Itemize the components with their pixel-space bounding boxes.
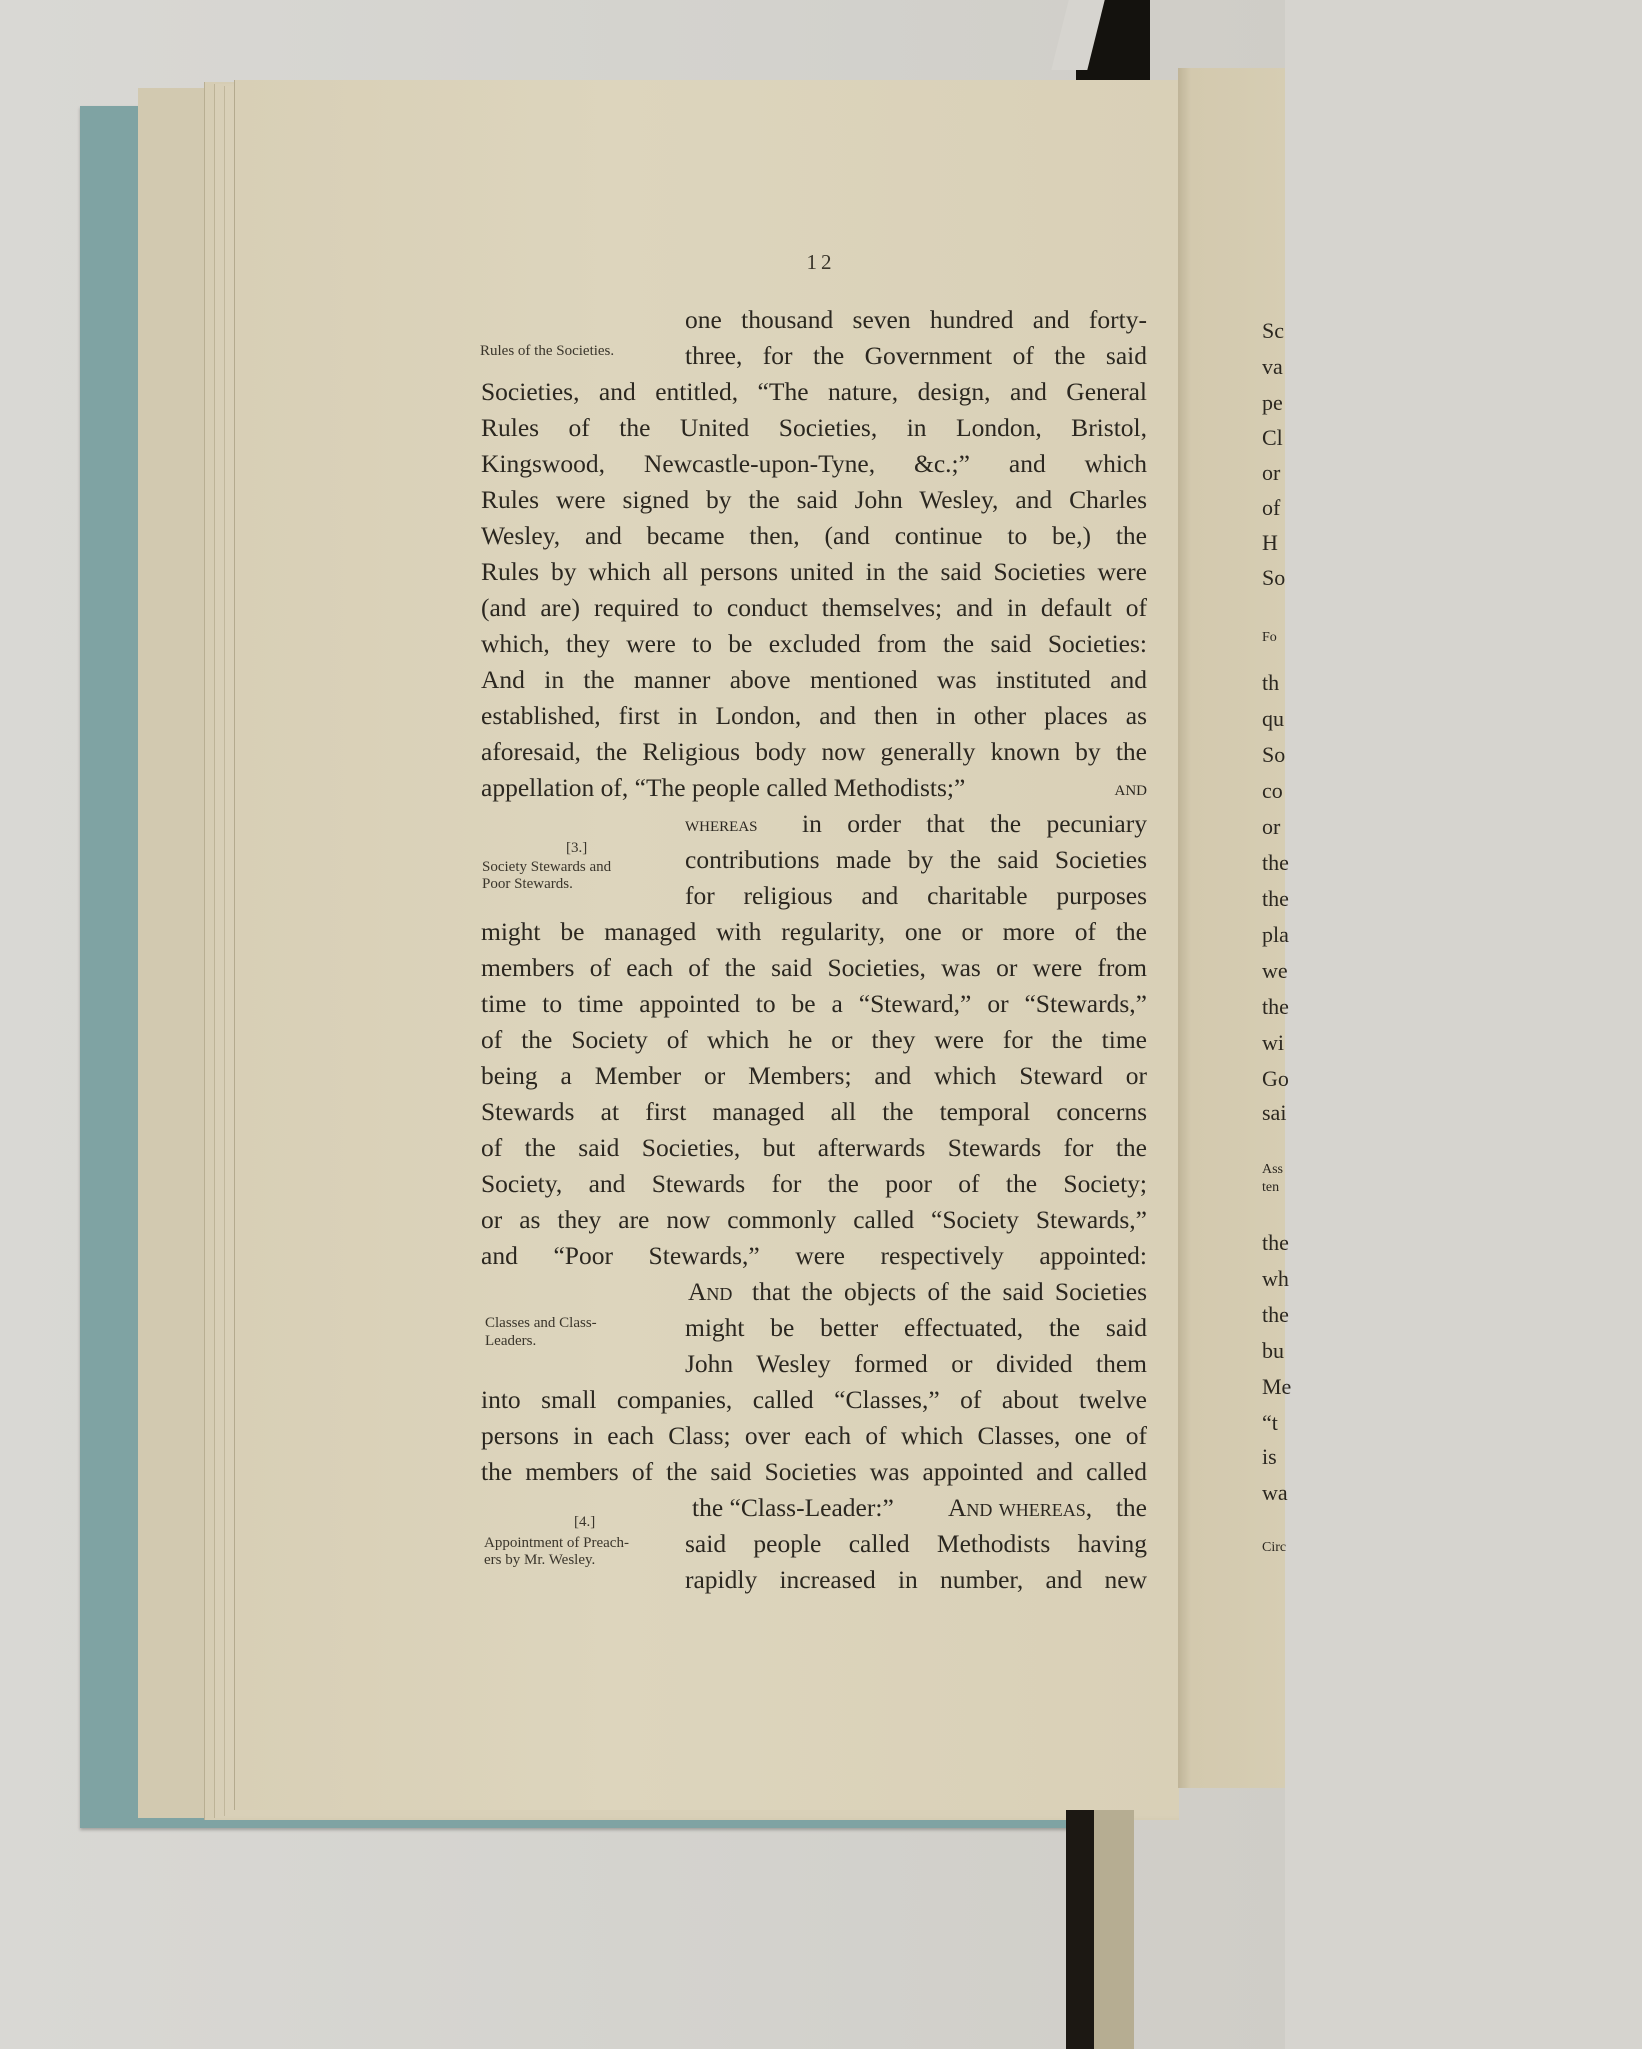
text-line: Society, and Stewards for the poor of the Society; [481, 1169, 1147, 1198]
margin-note-number: [4.] [574, 1514, 596, 1530]
text-line: time to time appointed to be a “Steward,” or “Stewards,” [481, 989, 1147, 1018]
right-page-fragment: co [1262, 778, 1283, 803]
right-page-fragment: Sc [1262, 318, 1284, 343]
right-page-fragment: the [1262, 1230, 1289, 1255]
text-line: or as they are now commonly called “Society Stewards,” [481, 1205, 1147, 1234]
right-page-fragment: is [1262, 1444, 1277, 1469]
right-page-fragment: qu [1262, 706, 1284, 731]
text-line: three, for the Government of the said [685, 341, 1147, 370]
text-line: into small companies, called “Classes,” of about twelve [481, 1385, 1147, 1414]
right-page-fragment: ten [1262, 1180, 1280, 1195]
right-page-fragment: or [1262, 460, 1281, 485]
text-line: the “Class-Leader:” [692, 1493, 894, 1522]
right-page-fragment: of [1262, 495, 1281, 520]
margin-note-preachers: ers by Mr. Wesley. [484, 1552, 596, 1568]
margin-note-classes: Leaders. [485, 1333, 537, 1349]
text-line: Rules were signed by the said John Wesley, and Charles [481, 485, 1147, 514]
text-line: said people called Methodists having [685, 1529, 1147, 1558]
right-page-fragment: Ass [1262, 1162, 1284, 1177]
text-line: of the said Societies, but afterwards Stewards for the [481, 1133, 1147, 1162]
text-line: for religious and charitable purposes [685, 881, 1147, 910]
right-page-fragment: the [1262, 994, 1289, 1019]
text-line: being a Member or Members; and which Steward or [481, 1061, 1147, 1090]
right-page-fragment: Cl [1262, 425, 1283, 450]
text-line-smallcaps: And [688, 1277, 733, 1306]
right-page-fragment: the [1262, 886, 1289, 911]
text-line: Kingswood, Newcastle-upon-Tyne, &c.;” and which [481, 449, 1147, 478]
text-line: (and are) required to conduct themselves; and in default of [481, 593, 1147, 622]
text-line: might be managed with regularity, one or more of the [481, 917, 1147, 946]
right-page-fragment: H [1262, 530, 1278, 555]
right-page-fragment: pe [1262, 390, 1283, 415]
right-page-fragment: the [1262, 1302, 1289, 1327]
text-line: in order that the pecuniary [802, 809, 1147, 838]
right-page-fragment: bu [1262, 1338, 1284, 1363]
text-line: the [1115, 1493, 1147, 1522]
right-page-fragment: th [1262, 670, 1280, 695]
text-line-smallcaps: and [1114, 775, 1147, 800]
text-line: of the Society of which he or they were for the time [481, 1025, 1147, 1054]
right-page-fragment: So [1262, 742, 1286, 767]
right-page-fragment: So [1262, 565, 1286, 590]
text-line: members of each of the said Societies, was or were from [481, 953, 1147, 982]
margin-note-stewards: Society Stewards and [482, 859, 612, 875]
right-page-fragment: wi [1262, 1030, 1284, 1055]
right-page-fragment: sai [1262, 1100, 1287, 1125]
margin-note-classes: Classes and Class- [485, 1315, 597, 1331]
book-spine-bottom-edge [1094, 1790, 1134, 2049]
text-line: John Wesley formed or divided them [685, 1349, 1147, 1378]
text-line-smallcaps: whereas [685, 811, 758, 836]
right-page-fragment: pla [1262, 922, 1289, 947]
right-page-fragment: the [1262, 850, 1289, 875]
right-page-fragment: wh [1262, 1266, 1289, 1291]
page-number: 12 [806, 250, 836, 274]
text-line: one thousand seven hundred and forty- [685, 305, 1147, 334]
margin-note-number: [3.] [566, 840, 588, 856]
right-page-fragment: Circ [1262, 1540, 1287, 1555]
text-line: might be better effectuated, the said [685, 1313, 1147, 1342]
text-line: Stewards at first managed all the temporal concerns [481, 1097, 1147, 1126]
right-page-fragment: Fo [1262, 630, 1277, 645]
text-line: Wesley, and became then, (and continue to be,) the [481, 521, 1147, 550]
text-line-smallcaps: And whereas, [948, 1493, 1093, 1522]
right-page-fragment: we [1262, 958, 1288, 983]
text-line: appellation of, “The people called Methodists;” [481, 773, 966, 802]
text-line: Societies, and entitled, “The nature, design, and General [481, 377, 1147, 406]
text-line: the members of the said Societies was appointed and called [481, 1457, 1147, 1486]
right-page-fragment: “t [1262, 1410, 1278, 1435]
text-line: established, first in London, and then in other places as [481, 701, 1147, 730]
text-line: and “Poor Stewards,” were respectively appointed: [481, 1241, 1147, 1270]
right-page-fragment: va [1262, 354, 1283, 379]
text-line: rapidly increased in number, and new [685, 1565, 1147, 1594]
margin-note-rules: Rules of the Societies. [480, 343, 615, 359]
text-line: contributions made by the said Societies [685, 845, 1147, 874]
text-line: Rules of the United Societies, in London, Bristol, [481, 413, 1147, 442]
text-line: that the objects of the said Societies [752, 1277, 1147, 1306]
text-line: persons in each Class; over each of which Classes, one of [481, 1421, 1147, 1450]
text-line: Rules by which all persons united in the said Societies were [481, 557, 1147, 586]
right-page-fragment: Go [1262, 1066, 1289, 1091]
right-page-fragment: or [1262, 814, 1281, 839]
margin-note-preachers: Appointment of Preach- [484, 1535, 629, 1551]
margin-note-stewards: Poor Stewards. [482, 876, 573, 892]
text-line: And in the manner above mentioned was instituted and [481, 665, 1147, 694]
right-page-fragment: wa [1262, 1480, 1288, 1505]
text-line: aforesaid, the Religious body now generally known by the [481, 737, 1147, 766]
text-line: which, they were to be excluded from the said Societies: [481, 629, 1147, 658]
right-page-fragment: Me [1262, 1374, 1292, 1399]
